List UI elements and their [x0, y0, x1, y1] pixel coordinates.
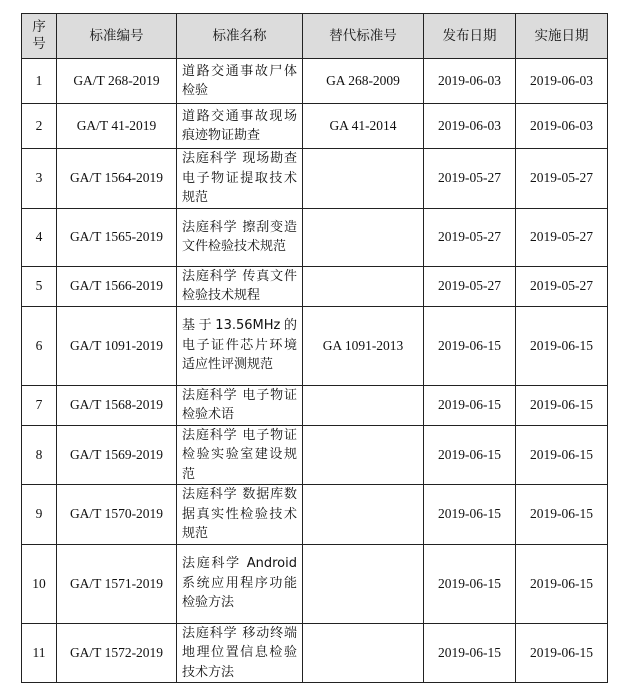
cell-replaced-standard: [303, 425, 424, 485]
cell-standard-name: 法庭科学 擦刮变造文件检验技术规范: [177, 208, 303, 266]
cell-standard-name: 基于13.56MHz的电子证件芯片环境适应性评测规范: [177, 306, 303, 385]
cell-standard-name: 法庭科学 传真文件检验技术规程: [177, 266, 303, 306]
cell-standard-name: 道路交通事故尸体检验: [177, 59, 303, 104]
cell-seq: 11: [22, 623, 57, 683]
header-replaced-standard: 替代标准号: [303, 14, 424, 59]
header-row: [22, 14, 608, 59]
cell-standard-number: GA/T 1568-2019: [57, 385, 177, 425]
cell-publish-date: 2019-05-27: [424, 149, 516, 209]
cell-publish-date: 2019-06-15: [424, 623, 516, 683]
cell-standard-number: GA/T 1572-2019: [57, 623, 177, 683]
header-seq: 序号: [22, 14, 57, 59]
table-row: [22, 104, 608, 149]
cell-standard-number: GA/T 1566-2019: [57, 266, 177, 306]
cell-replaced-standard: [303, 208, 424, 266]
cell-seq: 3: [22, 149, 57, 209]
cell-standard-number: GA/T 1571-2019: [57, 544, 177, 623]
header-standard-name: 标准名称: [177, 14, 303, 59]
cell-replaced-standard: [303, 266, 424, 306]
cell-standard-name: 法庭科学 现场勘查电子物证提取技术规范: [177, 149, 303, 209]
cell-publish-date: 2019-05-27: [424, 266, 516, 306]
cell-seq: 7: [22, 385, 57, 425]
cell-seq: 5: [22, 266, 57, 306]
cell-standard-number: GA/T 1564-2019: [57, 149, 177, 209]
cell-seq: 1: [22, 59, 57, 104]
cell-standard-number: GA/T 1570-2019: [57, 485, 177, 545]
cell-publish-date: 2019-06-15: [424, 385, 516, 425]
cell-publish-date: 2019-06-03: [424, 59, 516, 104]
cell-seq: 10: [22, 544, 57, 623]
cell-replaced-standard: GA 268-2009: [303, 59, 424, 104]
table-row: [22, 544, 608, 623]
cell-replaced-standard: GA 1091-2013: [303, 306, 424, 385]
cell-effective-date: 2019-06-15: [516, 425, 608, 485]
header-effective-date: 实施日期: [516, 14, 608, 59]
standards-table: [21, 13, 608, 683]
cell-effective-date: 2019-05-27: [516, 208, 608, 266]
table-row: [22, 149, 608, 209]
cell-replaced-standard: [303, 149, 424, 209]
cell-publish-date: 2019-06-15: [424, 306, 516, 385]
cell-effective-date: 2019-06-03: [516, 59, 608, 104]
cell-seq: 8: [22, 425, 57, 485]
cell-seq: 6: [22, 306, 57, 385]
cell-replaced-standard: [303, 385, 424, 425]
cell-effective-date: 2019-05-27: [516, 149, 608, 209]
cell-standard-name: 法庭科学 电子物证检验实验室建设规范: [177, 425, 303, 485]
cell-publish-date: 2019-06-15: [424, 485, 516, 545]
cell-publish-date: 2019-06-03: [424, 104, 516, 149]
cell-seq: 2: [22, 104, 57, 149]
cell-publish-date: 2019-05-27: [424, 208, 516, 266]
cell-effective-date: 2019-05-27: [516, 266, 608, 306]
cell-publish-date: 2019-06-15: [424, 544, 516, 623]
cell-standard-name: 法庭科学 数据库数据真实性检验技术规范: [177, 485, 303, 545]
table-row: [22, 485, 608, 545]
cell-standard-number: GA/T 1565-2019: [57, 208, 177, 266]
cell-standard-number: GA/T 1091-2019: [57, 306, 177, 385]
cell-effective-date: 2019-06-15: [516, 385, 608, 425]
cell-effective-date: 2019-06-03: [516, 104, 608, 149]
cell-standard-number: GA/T 41-2019: [57, 104, 177, 149]
cell-replaced-standard: [303, 485, 424, 545]
table-row: [22, 306, 608, 385]
table-row: [22, 266, 608, 306]
table-row: [22, 59, 608, 104]
cell-replaced-standard: [303, 544, 424, 623]
cell-seq: 4: [22, 208, 57, 266]
cell-standard-name: 法庭科学 电子物证检验术语: [177, 385, 303, 425]
table-row: [22, 208, 608, 266]
header-publish-date: 发布日期: [424, 14, 516, 59]
cell-seq: 9: [22, 485, 57, 545]
cell-standard-number: GA/T 1569-2019: [57, 425, 177, 485]
cell-standard-name: 道路交通事故现场痕迹物证勘查: [177, 104, 303, 149]
cell-replaced-standard: GA 41-2014: [303, 104, 424, 149]
header-standard-number: 标准编号: [57, 14, 177, 59]
cell-effective-date: 2019-06-15: [516, 544, 608, 623]
cell-effective-date: 2019-06-15: [516, 306, 608, 385]
cell-standard-name: 法庭科学 移动终端地理位置信息检验技术方法: [177, 623, 303, 683]
cell-replaced-standard: [303, 623, 424, 683]
table-row: [22, 623, 608, 683]
cell-effective-date: 2019-06-15: [516, 485, 608, 545]
cell-publish-date: 2019-06-15: [424, 425, 516, 485]
cell-effective-date: 2019-06-15: [516, 623, 608, 683]
table-row: [22, 425, 608, 485]
cell-standard-name: 法庭科学 Android系统应用程序功能检验方法: [177, 544, 303, 623]
table-row: [22, 385, 608, 425]
cell-standard-number: GA/T 268-2019: [57, 59, 177, 104]
